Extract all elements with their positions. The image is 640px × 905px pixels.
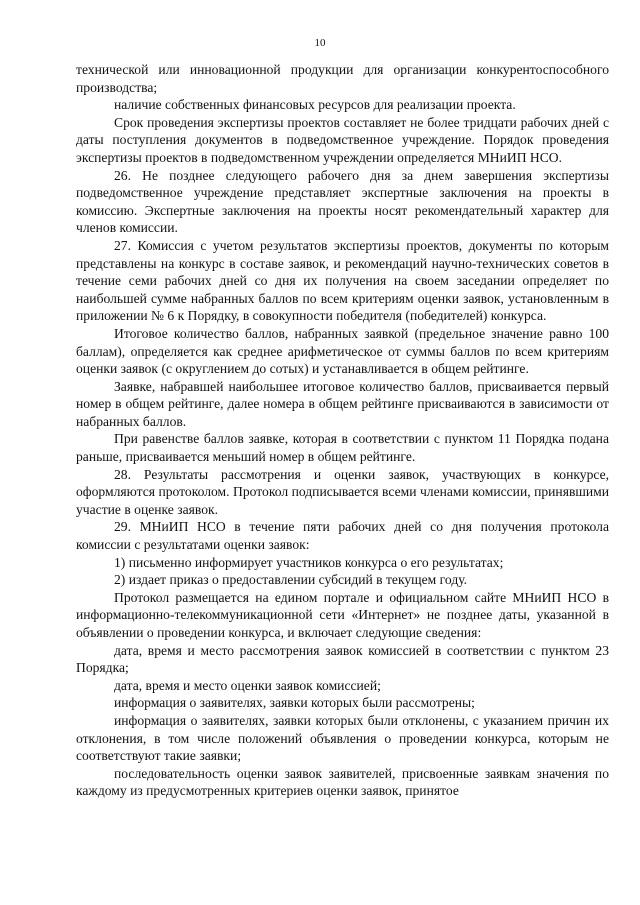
paragraph-continuation: технической или инновационной продукции для организации конкурентоспособного производства;: [76, 62, 609, 95]
paragraph: При равенстве баллов заявке, которая в соответствии с пунктом 11 Порядка подана раньше, присваивается меньший номер в общем рейтинге.: [76, 431, 609, 465]
list-item: дата, время и место оценки заявок комиссией;: [114, 677, 381, 693]
paragraph-item-28: 28. Результаты рассмотрения и оценки заявок, участвующих в конкурсе, оформляются протоколом. Протокол подписывается всеми членами комиссии, принявшими участие в оценке заявок.: [76, 466, 609, 517]
list-item: 1) письменно информирует участников конкурса о его результатах;: [114, 554, 504, 570]
paragraph: Протокол размещается на едином портале и официальном сайте МНиИП НСО в информационно-телекоммуникационной сети «Интернет» не позднее даты, указанной в объявлении о проведении конкурса, и включает следующие сведения:: [76, 589, 609, 640]
paragraph-item-29: 29. МНиИП НСО в течение пяти рабочих дней со дня получения протокола комиссии с результатами оценки заявок:: [76, 519, 609, 553]
list-item: информация о заявителях, заявки которых были отклонены, с указанием причин их отклонения, в том числе положений объявления о проведении конкурса, которым не соответствуют такие заявки;: [76, 712, 609, 764]
paragraph: Итоговое количество баллов, набранных заявкой (предельное значение равно 100 баллам), определяется как среднее арифметическое от суммы баллов по всем критериям оценки заявок (с округлением до сотых) и устанавливается в общем рейтинге.: [76, 325, 609, 377]
paragraph: наличие собственных финансовых ресурсов для реализации проекта.: [114, 97, 516, 113]
list-item: 2) издает приказ о предоставлении субсидий в текущем году.: [114, 572, 468, 588]
document-body: [76, 61, 609, 800]
list-item: дата, время и место рассмотрения заявок комиссией в соответствии с пунктом 23 Порядка;: [76, 642, 609, 676]
list-item: последовательность оценки заявок заявителей, присвоенные заявкам значения по каждому из предусмотренных критериев оценки заявок, принятое: [76, 765, 609, 799]
list-item: информация о заявителях, заявки которых были рассмотрены;: [114, 695, 475, 711]
paragraph: Срок проведения экспертизы проектов составляет не более тридцати рабочих дней с даты поступления документов в подведомственное учреждение. Порядок проведения экспертизы проектов в подведомственном учреждении определяется МНиИП НСО.: [76, 114, 609, 165]
paragraph-item-26: 26. Не позднее следующего рабочего дня за днем завершения экспертизы подведомственное учреждение представляет экспертные заключения на проекты в комиссию. Экспертные заключения на проекты носят рекомендательный характер для членов комиссии.: [76, 167, 609, 236]
paragraph-item-27: 27. Комиссия с учетом результатов экспертизы проектов, документы по которым представлены на конкурс в составе заявок, и рекомендаций научно-технических советов в течение семи рабочих дней со дня их получения на своем заседании определяет по наибольшей сумме набранных баллов по всем критериям оценки заявок, установленным в приложении № 6 к Порядку, в совокупности победителя (победителей) конкурса.: [76, 237, 609, 324]
paragraph: Заявке, набравшей наибольшее итоговое количество баллов, присваивается первый номер в общем рейтинге, далее номера в общем рейтинге присваиваются в зависимости от набранных баллов.: [76, 378, 609, 429]
page-number: 10: [314, 37, 326, 49]
